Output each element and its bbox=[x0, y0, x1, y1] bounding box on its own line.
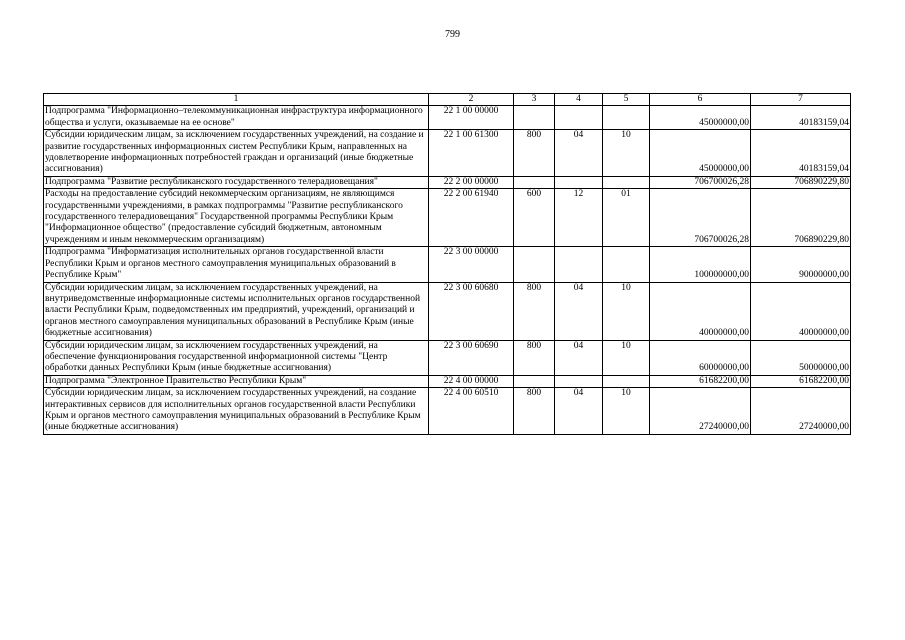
amount-col7: 706890229,80 bbox=[751, 189, 851, 247]
amount-col7: 61682200,00 bbox=[751, 375, 851, 387]
section-code bbox=[555, 176, 603, 188]
expense-type-code bbox=[514, 176, 555, 188]
expense-type-code bbox=[514, 106, 555, 130]
section-code: 04 bbox=[555, 130, 603, 177]
subsection-code bbox=[603, 247, 650, 282]
section-code bbox=[555, 375, 603, 387]
table-row bbox=[44, 176, 851, 188]
amount-col6: 45000000,00 bbox=[650, 106, 751, 130]
row-name: Расходы на предоставление субсидий некоммерческим организациям, не являющимся государственными учреждениями, в рамках подпрограммы "Развитие республиканского государственного телерадиовещания" Государственной программы Республики Крым "Информационное общество" (предоставление субсидий бюджетным, автономным учреждениям и иным некоммерческим организациям) bbox=[44, 189, 429, 247]
column-header: 1 bbox=[44, 94, 429, 106]
column-header: 4 bbox=[555, 94, 603, 106]
target-article-code: 22 1 00 61300 bbox=[429, 130, 514, 177]
section-code: 04 bbox=[555, 282, 603, 340]
target-article-code: 22 4 00 60510 bbox=[429, 388, 514, 435]
amount-col6: 45000000,00 bbox=[650, 130, 751, 177]
target-article-code: 22 2 00 61940 bbox=[429, 189, 514, 247]
amount-col7: 40183159,04 bbox=[751, 130, 851, 177]
row-name: Подпрограмма "Информатизация исполнительных органов государственной власти Республики Крым и органов местного самоуправления муниципальных образований в Республике Крым" bbox=[44, 247, 429, 282]
subsection-code: 10 bbox=[603, 388, 650, 435]
column-header: 2 bbox=[429, 94, 514, 106]
column-header: 7 bbox=[751, 94, 851, 106]
amount-col7: 27240000,00 bbox=[751, 388, 851, 435]
section-code: 12 bbox=[555, 189, 603, 247]
target-article-code: 22 3 00 60690 bbox=[429, 340, 514, 375]
subsection-code: 10 bbox=[603, 282, 650, 340]
subsection-code bbox=[603, 375, 650, 387]
amount-col6: 100000000,00 bbox=[650, 247, 751, 282]
header-row bbox=[44, 94, 851, 106]
table-row bbox=[44, 340, 851, 375]
expense-type-code: 800 bbox=[514, 388, 555, 435]
table-row bbox=[44, 247, 851, 282]
column-header: 3 bbox=[514, 94, 555, 106]
subsection-code bbox=[603, 106, 650, 130]
table-row bbox=[44, 388, 851, 435]
amount-col6: 706700026,28 bbox=[650, 189, 751, 247]
row-name: Подпрограмма "Развитие республиканского государственного телерадиовещания" bbox=[44, 176, 429, 188]
row-name: Субсидии юридическим лицам, за исключением государственных учреждений, на внутриведомственные информационные системы исполнительных органов государственной власти Республики Крым, подведомственных им предприятий, учреждений, организаций и органов местного самоуправления муниципальных образований в Республике Крым (иные бюджетные ассигнования) bbox=[44, 282, 429, 340]
row-name: Субсидии юридическим лицам, за исключением государственных учреждений, на обеспечение функционирования государственной информационной системы "Центр обработки данных Республики Крым (иные бюджетные ассигнования) bbox=[44, 340, 429, 375]
column-header: 6 bbox=[650, 94, 751, 106]
page-number: 799 bbox=[445, 29, 460, 40]
budget-table bbox=[43, 93, 851, 435]
amount-col7: 90000000,00 bbox=[751, 247, 851, 282]
expense-type-code: 800 bbox=[514, 130, 555, 177]
target-article-code: 22 3 00 60680 bbox=[429, 282, 514, 340]
subsection-code: 01 bbox=[603, 189, 650, 247]
expense-type-code bbox=[514, 375, 555, 387]
expense-type-code bbox=[514, 247, 555, 282]
expense-type-code: 800 bbox=[514, 340, 555, 375]
row-name: Подпрограмма "Информационно–телекоммуникационная инфраструктура информационного общества и услуги, оказываемые на ее основе" bbox=[44, 106, 429, 130]
section-code bbox=[555, 247, 603, 282]
amount-col6: 61682200,00 bbox=[650, 375, 751, 387]
amount-col6: 706700026,28 bbox=[650, 176, 751, 188]
section-code bbox=[555, 106, 603, 130]
amount-col7: 706890229,80 bbox=[751, 176, 851, 188]
section-code: 04 bbox=[555, 388, 603, 435]
subsection-code bbox=[603, 176, 650, 188]
table-row bbox=[44, 106, 851, 130]
table-row bbox=[44, 130, 851, 177]
expense-type-code: 800 bbox=[514, 282, 555, 340]
amount-col6: 27240000,00 bbox=[650, 388, 751, 435]
column-header: 5 bbox=[603, 94, 650, 106]
amount-col6: 40000000,00 bbox=[650, 282, 751, 340]
section-code: 04 bbox=[555, 340, 603, 375]
amount-col7: 40000000,00 bbox=[751, 282, 851, 340]
row-name: Субсидии юридическим лицам, за исключением государственных учреждений, на создание и развитие государственных информационных систем Республики Крым, направленных на удовлетворение информационных потребностей граждан и организаций (иные бюджетные ассигнования) bbox=[44, 130, 429, 177]
table-row bbox=[44, 282, 851, 340]
row-name: Подпрограмма "Электронное Правительство Республики Крым" bbox=[44, 375, 429, 387]
row-name: Субсидии юридическим лицам, за исключением государственных учреждений, на создание интерактивных сервисов для исполнительных органов государственной власти Республики Крым и органов местного самоуправления муниципальных образований в Республике Крым (иные бюджетные ассигнования) bbox=[44, 388, 429, 435]
subsection-code: 10 bbox=[603, 340, 650, 375]
amount-col6: 60000000,00 bbox=[650, 340, 751, 375]
subsection-code: 10 bbox=[603, 130, 650, 177]
table-row bbox=[44, 189, 851, 247]
target-article-code: 22 3 00 00000 bbox=[429, 247, 514, 282]
target-article-code: 22 2 00 00000 bbox=[429, 176, 514, 188]
amount-col7: 50000000,00 bbox=[751, 340, 851, 375]
target-article-code: 22 4 00 00000 bbox=[429, 375, 514, 387]
target-article-code: 22 1 00 00000 bbox=[429, 106, 514, 130]
amount-col7: 40183159,04 bbox=[751, 106, 851, 130]
expense-type-code: 600 bbox=[514, 189, 555, 247]
table-row bbox=[44, 375, 851, 387]
